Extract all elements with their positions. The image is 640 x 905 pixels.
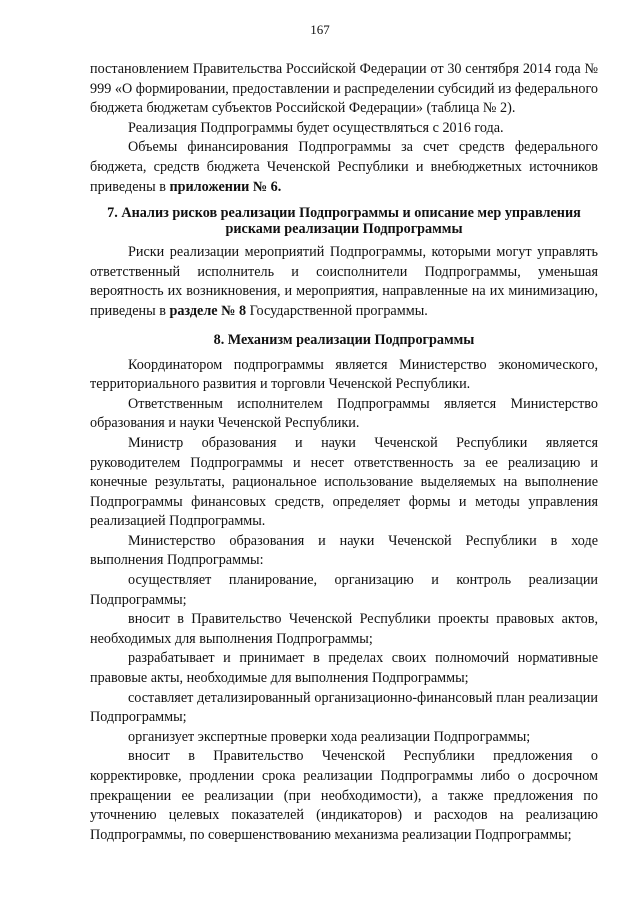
text-run: постановлением Правительства Российской Федерации от 30 сентября 2014 года № 999 «О формировании, предоставлении и распределении субсидий из федерального бюджета бюджетам субъектов Российской Федерации» (таблица № 2). — [90, 61, 598, 117]
paragraph — [90, 60, 598, 119]
paragraph — [90, 119, 598, 139]
paragraph — [90, 532, 598, 571]
text-run: Координатором подпрограммы является Министерство экономического, территориального развития и торговли Чеченской Республики. — [90, 356, 598, 393]
section-heading — [90, 205, 598, 237]
section-heading — [90, 332, 598, 348]
page-number: 167 — [310, 22, 330, 37]
text-run: 8. Механизм реализации Подпрограммы — [213, 331, 475, 348]
document-body — [90, 60, 598, 845]
paragraph — [90, 571, 598, 610]
text-run: Ответственным исполнителем Подпрограммы является Министерство образования и науки Чеченской Республики. — [90, 395, 598, 432]
text-run: осуществляет планирование, организацию и контроль реализации Подпрограммы; — [90, 572, 598, 608]
text-run: Министр образования и науки Чеченской Республики является руководителем Подпрограммы и несет ответственность за ее реализацию и конечные результаты, рациональное использование выделяемых на выполнение Подпрограммы финансовых средств, определяет формы и методы управления реализацией Подпрограммы. — [90, 434, 598, 530]
text-run: Министерство образования и науки Чеченской Республики в ходе выполнения Подпрограммы: — [90, 532, 598, 569]
bold-text: приложении № 6. — [169, 178, 282, 195]
paragraph — [90, 728, 598, 748]
text-run: Реализация Подпрограммы будет осуществляться с 2016 года. — [128, 119, 504, 136]
text-run: вносит в Правительство Чеченской Республики предложения о корректировке, продлении срока реализации Подпрограммы либо о досрочном прекращении ее реализации (при необходимости), а также предложения по уточнению целевых показателей (индикаторов) и расходов на реализацию Подпрограммы, по совершенствованию механизма реализации Подпрограммы; — [90, 748, 598, 843]
paragraph — [90, 689, 598, 728]
text-run: Государственной программы. — [246, 302, 428, 319]
bold-text: разделе № 8 — [169, 302, 247, 319]
paragraph — [90, 356, 598, 395]
text-run: организует экспертные проверки хода реализации Подпрограммы; — [128, 728, 531, 745]
text-run: разрабатывает и принимает в пределах своих полномочий нормативные правовые акты, необходимые для выполнения Подпрограммы; — [90, 650, 598, 687]
text-run: Объемы финансирования Подпрограммы за счет средств федерального бюджета, средств бюджета Чеченской Республики и внебюджетных источников приведены в — [90, 139, 598, 195]
paragraph — [90, 138, 598, 197]
paragraph — [90, 649, 598, 688]
text-run: 7. Анализ рисков реализации Подпрограммы и описание мер управления рисками реализации Подпрограммы — [107, 205, 581, 238]
text-run: составляет детализированный организационно-финансовый план реализации Подпрограммы; — [90, 689, 598, 726]
paragraph — [90, 610, 598, 649]
paragraph — [90, 747, 598, 845]
text-run: Риски реализации мероприятий Подпрограммы, которыми могут управлять ответственный исполнитель и соисполнители Подпрограммы, уменьшая вероятность их возникновения, и мероприятия, направленные на их минимизацию, приведены в — [90, 244, 598, 319]
paragraph — [90, 243, 598, 321]
text-run: вносит в Правительство Чеченской Республики проекты правовых актов, необходимых для выполнения Подпрограммы; — [90, 611, 598, 647]
paragraph — [90, 434, 598, 532]
paragraph — [90, 395, 598, 434]
